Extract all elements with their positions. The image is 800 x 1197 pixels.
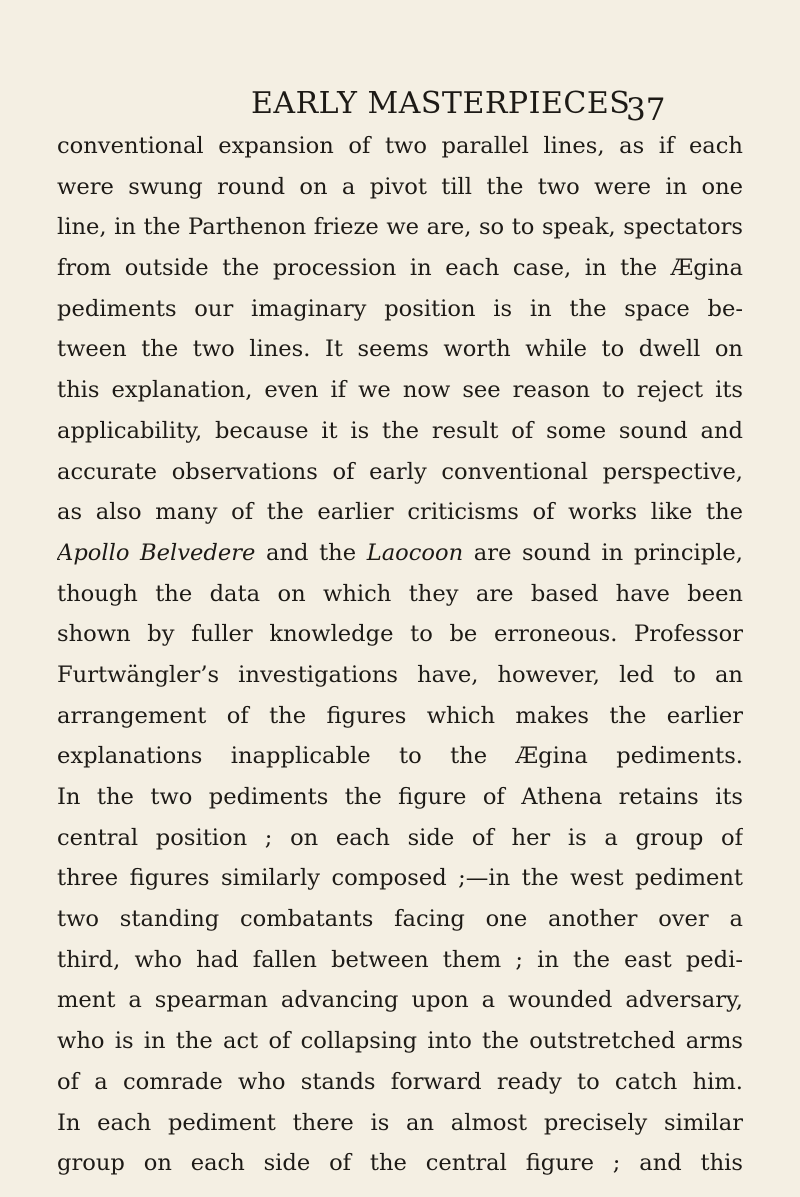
text-line: pediments our imaginary position is in the space be- xyxy=(57,295,743,322)
running-head xyxy=(0,84,800,128)
text-segment: are sound in principle, xyxy=(463,539,743,566)
text-line: tween the two lines. It seems worth while to dwell on xyxy=(57,336,743,363)
text-line: from outside the procession in each case, in the Ægina xyxy=(57,255,743,282)
italic-title: Laocoon xyxy=(366,539,464,566)
text-line: three figures similarly composed ;—in the west pediment xyxy=(57,865,743,892)
text-line: who is in the act of collapsing into the outstretched arms xyxy=(57,1028,743,1055)
text-line: of a comrade who stands forward ready to catch him. xyxy=(57,1068,743,1095)
text-line: this explanation, even if we now see reason to reject its xyxy=(57,377,743,404)
text-line: In the two pediments the figure of Athena retains its xyxy=(57,784,743,810)
page-number: 37 xyxy=(626,92,666,128)
text-line: accurate observations of early conventional perspective, xyxy=(57,458,743,485)
text-line: line, in the Parthenon frieze we are, so to speak, spectators xyxy=(57,214,743,241)
body-text xyxy=(57,126,743,1184)
text-line: arrangement of the figures which makes the earlier xyxy=(57,702,743,729)
text-line: though the data on which they are based have been xyxy=(57,580,743,607)
text-line: central position ; on each side of her is a group of xyxy=(57,824,743,851)
text-line: conventional expansion of two parallel lines, as if each xyxy=(57,133,743,159)
text-line: Furtwängler’s investigations have, however, led to an xyxy=(57,661,743,688)
text-line: applicability, because it is the result of some sound and xyxy=(57,417,743,444)
text-line: explanations inapplicable to the Ægina pediments. xyxy=(57,743,743,770)
text-segment: and the xyxy=(255,539,367,566)
text-line: ment a spearman advancing upon a wounded adversary, xyxy=(57,987,743,1014)
text-line: In each pediment there is an almost precisely similar xyxy=(57,1109,743,1136)
italic-title: Apollo Belvedere xyxy=(57,539,256,566)
text-line: were swung round on a pivot till the two were in one xyxy=(57,173,743,200)
text-line: as also many of the earlier criticisms of works like the xyxy=(57,499,743,526)
text-line: shown by fuller knowledge to be erroneous. Professor xyxy=(57,621,743,648)
text-line: group on each side of the central figure ; and this xyxy=(57,1150,743,1177)
text-line: two standing combatants facing one another over a xyxy=(57,906,743,933)
running-title: EARLY MASTERPIECES xyxy=(251,86,631,121)
text-line xyxy=(57,533,743,574)
text-line: third, who had fallen between them ; in the east pedi- xyxy=(57,946,743,973)
